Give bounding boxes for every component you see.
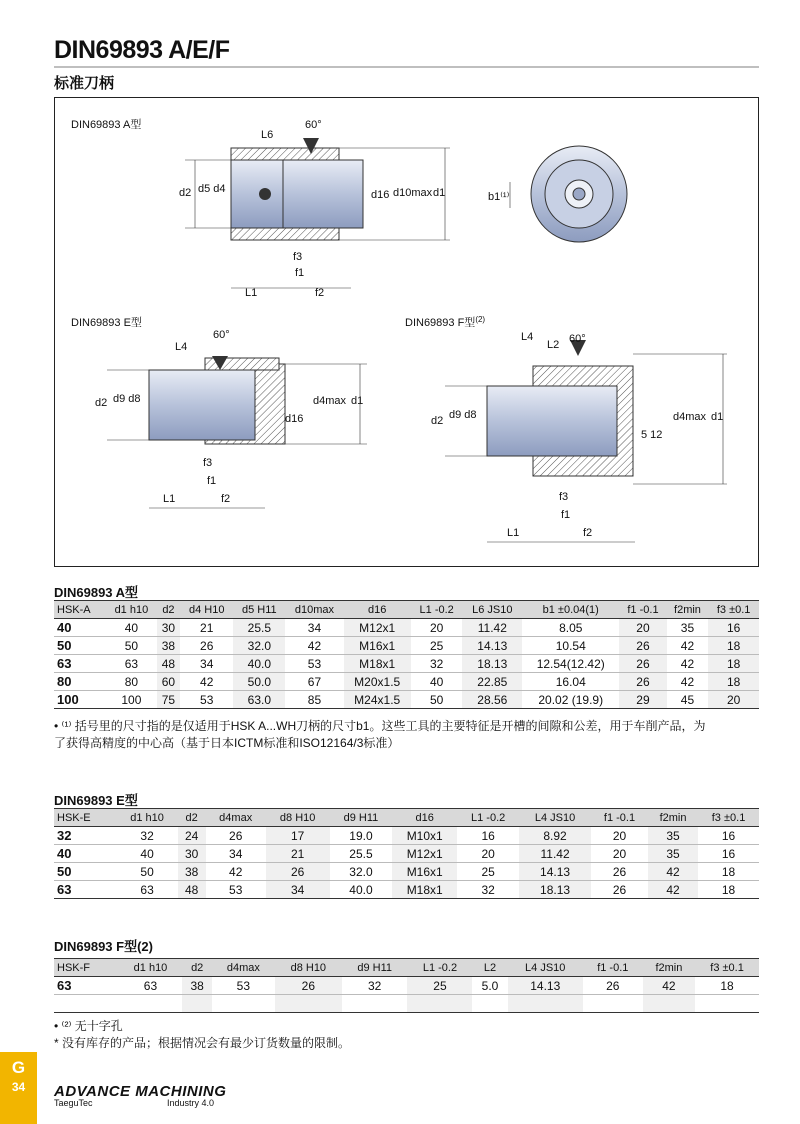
table-cell: 8.05 — [522, 619, 619, 637]
svg-text:d5 d4: d5 d4 — [198, 183, 226, 195]
table-cell: 48 — [178, 881, 206, 899]
table-cell: 21 — [180, 619, 233, 637]
table-cell: 22.85 — [462, 673, 522, 691]
table-cell: 50 — [117, 863, 178, 881]
section-letter: G — [11, 1058, 26, 1077]
spec-table-f — [54, 958, 759, 1013]
svg-text:L4: L4 — [175, 341, 188, 353]
table-cell: 63.0 — [233, 691, 285, 709]
table-cell: 28.56 — [462, 691, 522, 709]
table-cell: 40 — [106, 619, 157, 637]
column-header: d1 h10 — [117, 809, 178, 827]
column-header: f2min — [667, 601, 709, 619]
table-cell: 80 — [106, 673, 157, 691]
table-cell: M16x1 — [344, 637, 411, 655]
table-cell: M18x1 — [392, 881, 457, 899]
svg-text:f2: f2 — [315, 287, 325, 299]
svg-text:L2: L2 — [547, 339, 560, 351]
column-header: L1 -0.2 — [407, 959, 472, 977]
table-cell: 18 — [708, 637, 759, 655]
table-header-row — [54, 601, 759, 619]
table-cell: 26 — [266, 863, 330, 881]
drawing-e-label: DIN69893 E型 — [71, 317, 142, 329]
table-cell: 18 — [708, 673, 759, 691]
table-row — [54, 995, 759, 1013]
table-cell: 26 — [591, 863, 648, 881]
table-cell: 26 — [619, 673, 666, 691]
column-header: HSK-A — [54, 601, 106, 619]
table-cell: 67 — [285, 673, 343, 691]
svg-text:L4: L4 — [521, 331, 534, 343]
table-cell: M12x1 — [392, 845, 457, 863]
svg-text:L6: L6 — [261, 129, 274, 141]
table-cell: 53 — [285, 655, 343, 673]
svg-text:d1: d1 — [711, 411, 724, 423]
row-size-key: 32 — [54, 827, 117, 845]
table-cell: 42 — [667, 673, 709, 691]
table-cell: 14.13 — [508, 977, 583, 995]
table-cell: 16 — [457, 827, 519, 845]
row-size-key: 100 — [54, 691, 106, 709]
note-stock: * 没有库存的产品；根据情况会有最少订货数量的限制。 — [54, 1036, 351, 1050]
svg-text:d1: d1 — [433, 187, 446, 199]
row-size-key: 63 — [54, 655, 106, 673]
table-cell: 20.02 (19.9) — [522, 691, 619, 709]
svg-text:60°: 60° — [213, 329, 230, 341]
svg-text:L1: L1 — [163, 493, 176, 505]
svg-text:d2: d2 — [179, 187, 192, 199]
table-cell: 38 — [178, 863, 206, 881]
svg-text:f3: f3 — [203, 457, 213, 469]
table-cell: 32 — [411, 655, 463, 673]
svg-text:d4max: d4max — [673, 411, 707, 423]
table-cell: 38 — [157, 637, 180, 655]
table-cell: 32 — [457, 881, 519, 899]
table-cell — [407, 995, 472, 1013]
table-cell: 42 — [180, 673, 233, 691]
table-cell: 53 — [180, 691, 233, 709]
table-cell: 50 — [411, 691, 463, 709]
svg-text:d9 d8: d9 d8 — [449, 409, 477, 421]
row-size-key: 50 — [54, 863, 117, 881]
table-cell: 16.04 — [522, 673, 619, 691]
table-cell: 42 — [648, 863, 698, 881]
table-cell: 18 — [695, 977, 759, 995]
svg-text:f1: f1 — [207, 475, 217, 487]
column-header: L6 JS10 — [462, 601, 522, 619]
table-row — [54, 977, 759, 995]
table-cell: 11.42 — [462, 619, 522, 637]
table-cell: 26 — [591, 881, 648, 899]
table-cell: 20 — [619, 619, 666, 637]
table-cell: 20 — [708, 691, 759, 709]
table-cell: 42 — [667, 655, 709, 673]
column-header: d16 — [344, 601, 411, 619]
table-cell — [119, 995, 183, 1013]
table-cell: 20 — [591, 845, 648, 863]
column-header: HSK-E — [54, 809, 117, 827]
table-cell: 32.0 — [330, 863, 393, 881]
svg-text:d16: d16 — [371, 189, 390, 201]
table-cell: 19.0 — [330, 827, 393, 845]
table-cell: 34 — [285, 619, 343, 637]
table-cell: 14.13 — [519, 863, 591, 881]
table-cell: 40.0 — [233, 655, 285, 673]
table-cell: M12x1 — [344, 619, 411, 637]
table-cell: M18x1 — [344, 655, 411, 673]
table-row — [54, 637, 759, 655]
table-cell: 75 — [157, 691, 180, 709]
column-header: d16 — [392, 809, 457, 827]
table-cell — [275, 995, 342, 1013]
table-cell: 42 — [206, 863, 266, 881]
table-cell: 85 — [285, 691, 343, 709]
svg-text:L1: L1 — [507, 527, 520, 539]
svg-text:d9 d8: d9 d8 — [113, 393, 141, 405]
table-cell: 25.5 — [233, 619, 285, 637]
svg-text:f1: f1 — [561, 509, 571, 521]
table-cell: 25 — [457, 863, 519, 881]
column-header: d10max — [285, 601, 343, 619]
table-cell: 32 — [117, 827, 178, 845]
table-cell — [583, 995, 643, 1013]
table-cell: 34 — [180, 655, 233, 673]
spec-table-a — [54, 600, 759, 709]
table-cell: 14.13 — [462, 637, 522, 655]
table-cell — [508, 995, 583, 1013]
svg-text:f1: f1 — [295, 267, 305, 279]
column-header: L4 JS10 — [519, 809, 591, 827]
table-cell: 34 — [206, 845, 266, 863]
drawing-type-a — [71, 117, 627, 299]
column-header: d1 h10 — [119, 959, 183, 977]
column-header: L2 — [472, 959, 507, 977]
table-cell: 26 — [583, 977, 643, 995]
table-cell: 40.0 — [330, 881, 393, 899]
column-header: L1 -0.2 — [411, 601, 463, 619]
svg-text:DIN69893 F型(2): DIN69893 F型$^{(2)}$ — [405, 314, 486, 329]
table-cell: 50.0 — [233, 673, 285, 691]
table-cell: 32 — [342, 977, 408, 995]
column-header: d4max — [206, 809, 266, 827]
table-cell: 8.92 — [519, 827, 591, 845]
svg-text:5 12: 5 12 — [641, 429, 663, 441]
table-cell: 45 — [667, 691, 709, 709]
table-cell: 29 — [619, 691, 666, 709]
column-header: f3 ±0.1 — [695, 959, 759, 977]
table-cell: 42 — [285, 637, 343, 655]
table-cell: 16 — [708, 619, 759, 637]
table-f-title: DIN69893 F型(2) — [54, 939, 153, 954]
spec-table-e — [54, 808, 759, 899]
column-header: f1 -0.1 — [583, 959, 643, 977]
table-cell: 53 — [212, 977, 275, 995]
page-subtitle: 标准刀柄 — [54, 75, 115, 92]
table-header-row — [54, 959, 759, 977]
table-cell: 18 — [698, 881, 759, 899]
table-cell: 18.13 — [462, 655, 522, 673]
table-cell: 20 — [457, 845, 519, 863]
row-size-key: 63 — [54, 881, 117, 899]
table-cell: 34 — [266, 881, 330, 899]
table-cell: 42 — [648, 881, 698, 899]
table-cell: 26 — [275, 977, 342, 995]
table-cell: 42 — [643, 977, 695, 995]
table-cell: 24 — [178, 827, 206, 845]
drawing-type-f — [405, 315, 727, 543]
table-cell: 35 — [648, 845, 698, 863]
brand-logo — [54, 1083, 226, 1108]
table-cell: 38 — [182, 977, 211, 995]
note-a — [54, 718, 705, 752]
page-title: DIN69893 A/E/F — [54, 36, 230, 64]
note-a-line2: 了获得高精度的中心高（基于日本ICTM标准和ISO12164/3标准） — [54, 736, 400, 750]
table-cell: 16 — [698, 845, 759, 863]
table-cell — [695, 995, 759, 1013]
logo-brand: ADVANCE MACHINING — [54, 1083, 227, 1100]
table-cell — [472, 995, 507, 1013]
column-header: f3 ±0.1 — [698, 809, 759, 827]
svg-text:f2: f2 — [583, 527, 593, 539]
table-cell: 40 — [117, 845, 178, 863]
table-cell: 26 — [619, 655, 666, 673]
column-header: L4 JS10 — [508, 959, 583, 977]
table-cell: M16x1 — [392, 863, 457, 881]
table-row — [54, 691, 759, 709]
row-size-key: 40 — [54, 845, 117, 863]
column-header: d2 — [178, 809, 206, 827]
table-row — [54, 881, 759, 899]
table-cell: 35 — [648, 827, 698, 845]
column-header: f3 ±0.1 — [708, 601, 759, 619]
table-cell: 10.54 — [522, 637, 619, 655]
svg-text:f3: f3 — [559, 491, 569, 503]
note-no-cross-hole: • ⁽²⁾ 无十字孔 — [54, 1019, 123, 1033]
technical-drawings — [55, 98, 760, 568]
table-cell: 18 — [708, 655, 759, 673]
table-cell: 63 — [119, 977, 183, 995]
column-header: d4 H10 — [180, 601, 233, 619]
table-cell: 20 — [591, 827, 648, 845]
column-header: b1 ±0.04(1) — [522, 601, 619, 619]
drawing-a-label: DIN69893 A型 — [71, 119, 142, 131]
note-a-line1: • ⁽¹⁾ 括号里的尺寸指的是仅适用于HSK A...WH刀柄的尺寸b1。这些工具的主要特征是开槽的间隙和公差，用于车削产品，为 — [54, 719, 706, 733]
table-cell: 25.5 — [330, 845, 393, 863]
table-cell: 42 — [667, 637, 709, 655]
svg-text:d2: d2 — [95, 397, 108, 409]
drawing-f-label: DIN69893 F型 — [405, 317, 476, 329]
table-cell: M20x1.5 — [344, 673, 411, 691]
drawing-type-e — [71, 315, 367, 508]
table-cell: 100 — [106, 691, 157, 709]
table-cell: 63 — [117, 881, 178, 899]
svg-text:d1: d1 — [351, 395, 364, 407]
bottom-notes — [54, 1018, 350, 1052]
table-a-title: DIN69893 A型 — [54, 585, 139, 600]
svg-text:f2: f2 — [221, 493, 231, 505]
column-header: f2min — [648, 809, 698, 827]
row-size-key — [54, 995, 119, 1013]
column-header: d2 — [182, 959, 211, 977]
table-cell: 5.0 — [472, 977, 507, 995]
table-cell: 17 — [266, 827, 330, 845]
column-header: f2min — [643, 959, 695, 977]
table-row — [54, 619, 759, 637]
table-cell: 50 — [106, 637, 157, 655]
svg-text:d2: d2 — [431, 415, 444, 427]
column-header: f1 -0.1 — [591, 809, 648, 827]
table-cell: 25 — [407, 977, 472, 995]
table-cell: 30 — [178, 845, 206, 863]
column-header: d5 H11 — [233, 601, 285, 619]
svg-text:b1⁽¹⁾: b1⁽¹⁾ — [488, 191, 510, 203]
row-size-key: 50 — [54, 637, 106, 655]
row-size-key: 80 — [54, 673, 106, 691]
table-cell: 20 — [411, 619, 463, 637]
table-cell — [342, 995, 408, 1013]
column-header: d9 H11 — [342, 959, 408, 977]
column-header: d2 — [157, 601, 180, 619]
table-cell: 40 — [411, 673, 463, 691]
table-cell: 11.42 — [519, 845, 591, 863]
table-cell: 12.54(12.42) — [522, 655, 619, 673]
table-row — [54, 827, 759, 845]
table-cell: 63 — [106, 655, 157, 673]
row-size-key: 63 — [54, 977, 119, 995]
table-cell — [643, 995, 695, 1013]
svg-text:d4max: d4max — [313, 395, 347, 407]
table-cell: 21 — [266, 845, 330, 863]
table-cell — [182, 995, 211, 1013]
section-tab — [0, 1052, 37, 1124]
table-cell: 18 — [698, 863, 759, 881]
svg-text:f3: f3 — [293, 251, 303, 263]
table-header-row — [54, 809, 759, 827]
svg-text:60°: 60° — [305, 119, 322, 131]
table-cell: 26 — [619, 637, 666, 655]
table-cell: 60 — [157, 673, 180, 691]
column-header: d4max — [212, 959, 275, 977]
table-cell: 16 — [698, 827, 759, 845]
table-row — [54, 655, 759, 673]
table-cell: 26 — [206, 827, 266, 845]
technical-drawing-panel — [54, 97, 759, 567]
table-cell: 53 — [206, 881, 266, 899]
svg-text:60°: 60° — [569, 333, 586, 345]
table-row — [54, 863, 759, 881]
table-e-title: DIN69893 E型 — [54, 793, 138, 808]
column-header: d9 H11 — [330, 809, 393, 827]
column-header: d8 H10 — [275, 959, 342, 977]
row-size-key: 40 — [54, 619, 106, 637]
logo-right: Industry 4.0 — [166, 1098, 214, 1108]
table-cell: M10x1 — [392, 827, 457, 845]
table-cell: 35 — [667, 619, 709, 637]
table-cell: 18.13 — [519, 881, 591, 899]
table-cell: 25 — [411, 637, 463, 655]
table-cell — [212, 995, 275, 1013]
svg-text:d16: d16 — [285, 413, 304, 425]
column-header: d8 H10 — [266, 809, 330, 827]
table-cell: 26 — [180, 637, 233, 655]
page-number: 34 — [11, 1080, 26, 1094]
table-row — [54, 673, 759, 691]
svg-text:d10max: d10max — [393, 187, 433, 199]
table-row — [54, 845, 759, 863]
table-cell: 48 — [157, 655, 180, 673]
column-header: L1 -0.2 — [457, 809, 519, 827]
title-divider — [54, 66, 759, 68]
column-header: d1 h10 — [106, 601, 157, 619]
table-cell: 30 — [157, 619, 180, 637]
column-header: f1 -0.1 — [619, 601, 666, 619]
svg-text:L1: L1 — [245, 287, 258, 299]
table-cell: M24x1.5 — [344, 691, 411, 709]
column-header: HSK-F — [54, 959, 119, 977]
logo-left: TaeguTec — [54, 1098, 93, 1108]
table-cell: 32.0 — [233, 637, 285, 655]
